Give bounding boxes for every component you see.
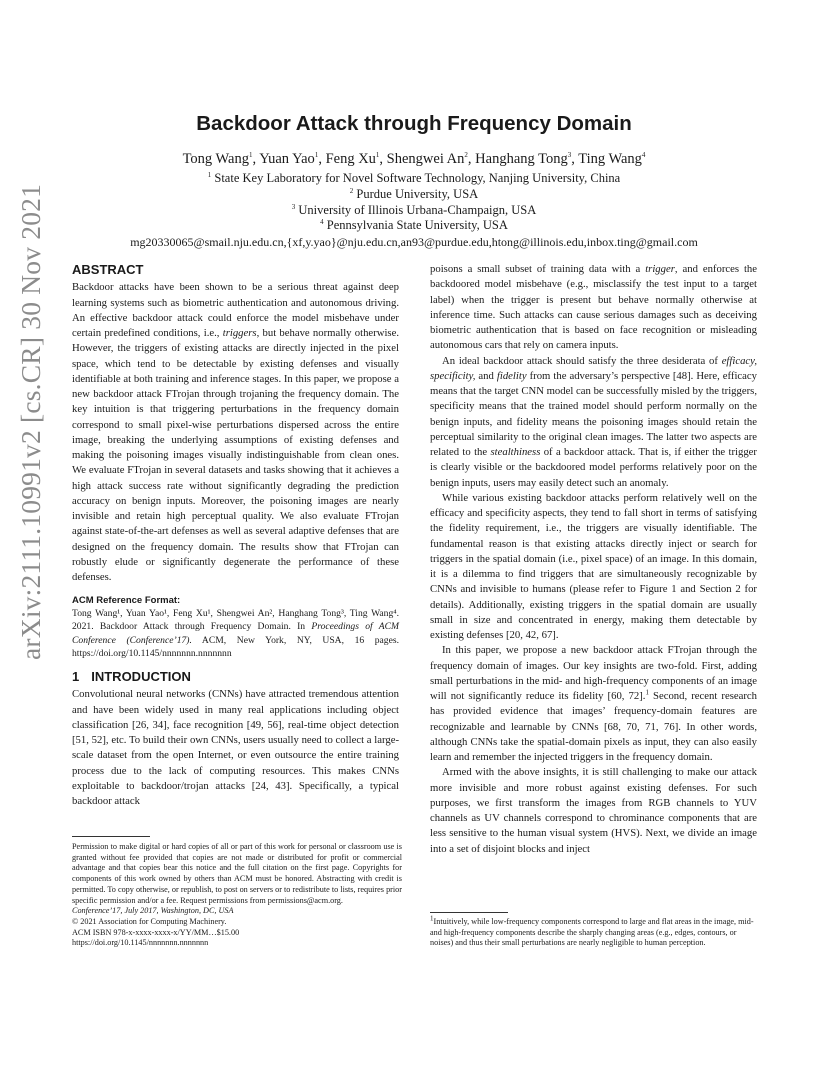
body-paragraph [430,643,757,765]
author-name: Shengwei An [386,151,465,167]
author-affiliation-mark: 4 [641,151,646,160]
body-text: An ideal backdoor attack should satisfy the three desiderata of [442,354,722,367]
author-name: Yuan Yao [259,151,315,167]
affiliation-mark: 1 [207,170,212,179]
conference-text: Conference’17, July 2017, Washington, DC, USA [72,906,234,916]
body-paragraph [430,262,757,354]
footer-rule [72,836,150,837]
affiliation-text: State Key Laboratory for Novel Software Technology, Nanjing University, China [214,171,621,185]
body-emphasis: fidelity [496,369,527,382]
doi-line: https://doi.org/10.1145/nnnnnnn.nnnnnnn [72,938,209,948]
section-title: INTRODUCTION [91,669,191,685]
affiliation-line [0,203,828,218]
body-emphasis: stealthiness [490,446,541,458]
footnote [430,914,760,949]
section-number: 1 [72,669,80,685]
author-affiliation-mark: 3 [567,151,572,160]
author-name: Ting Wang [578,151,642,167]
permission-notice [72,842,402,949]
acm-reference-venue: Proceedings of ACM Conference (Conference’17). [72,621,399,646]
body-text: from the adversary’s perspective [48]. Here, efficacy means that the target CNN model can be successfully misled by the triggers, specificity means that the trained model should perform normally on the benign inputs, and fidelity means the poisoning images should retain the perceptual similarity to the original clean images. The latter two aspects are related to the [430,369,757,458]
body-paragraph: Armed with the above insights, it is still challenging to make our attack more invisible and more robust against existing defenses. For such purposes, we first transform the images from RGB channels to YUV channels as UV channels correspond to chrominance components that are less sensitive to the human visual system (HVS). Next, we divide an image into a set of disjoint blocks and inject [430,766,757,855]
left-column [72,262,399,809]
author-name: Feng Xu [325,151,376,167]
affiliation-text: University of Illinois Urbana-Champaign, USA [298,203,537,217]
abstract-text-part: , but behave normally otherwise. However, the triggers of existing attacks are directly injected in the pixel space, which tend to be detectable by existing defenses and visually identifiable at both training and inference stages. In this paper, we propose a new backdoor attack FTrojan through trojaning the frequency domain. The key intuition is that triggering perturbations in the frequency domain correspond to small pixel-wise perturbations dispersed across the entire image, breaking the underlying assumptions of existing defenses and making the poisoning images visually indistinguishable from clean ones. We evaluate FTrojan in several datasets and tasks showing that it achieves a high attack success rate without significantly degrading the prediction accuracy on benign inputs. Moreover, the poisoning images are nearly invisible and retain high perceptual quality. We also evaluate FTrojan against state-of-the-art defenses as well as several adaptive defenses that are designed on the frequency domain. The results show that FTrojan can robustly elude or significantly degenerate the performance of these defenses. [72,327,399,583]
author-emails: mg20330065@smail.nju.edu.cn,{xf,y.yao}@nju.edu.cn,an93@purdue.edu,htong@illinois.edu,inbox.ting@gmail.com [130,235,698,249]
arxiv-identifier-stamp: arXiv:2111.10991v2 [cs.CR] 30 Nov 2021 [15,183,46,660]
acm-reference-text [72,607,399,660]
introduction-heading [72,669,399,684]
body-emphasis: efficacy, specificity, [430,354,757,382]
author-affiliation-mark: 1 [249,151,253,160]
abstract-text [72,280,399,585]
copyright-line: © 2021 Association for Computing Machinery. [72,916,227,926]
author-name: Tong Wang [182,151,249,167]
footnote-rule [430,912,508,913]
acm-reference-heading: ACM Reference Format: [72,595,181,607]
acm-reference-part: Tong Wang¹, Yuan Yao¹, Feng Xu¹, Shengwei An², Hanghang Tong³, Ting Wang⁴. 2021. Backdoor Attack through Frequency Domain. In [72,608,399,633]
body-text: Second, recent research has provided evidence that images’ frequency-domain features are recognizable and learnable by CNNs [68, 70, 71, 76]. In other words, although CNNs take the spatial-domain pixels as input, they can also easily learn and remember the injected triggers in the frequency domain. [430,690,757,763]
author-affiliation-mark: 1 [375,151,380,160]
author-list: Tong Wang$^1$, Yuan Yao$^1$, Feng Xu$^1$, Shengwei An$^2$, Hanghang Tong$^3$, Ting Wang$^4$ [182,151,646,167]
acm-reference-part: ACM, New York, NY, USA, 16 pages. https://doi.org/10.1145/nnnnnnn.nnnnnnn [72,634,399,659]
body-text: of a backdoor attack. That is, if either the trigger is clearly visible or the backdoored model performs relatively poor on the benign inputs, users may easily detect such an anomaly. [430,446,757,489]
body-text: In this paper, we propose a new backdoor attack FTrojan through the frequency domain of images. Our key insights are two-fold. First, adding small perturbations in the mid- and high-frequency components of an image will not significantly reduce its fidelity [60, 72]. [430,644,757,702]
body-text: poisons a small subset of training data with a [430,263,646,275]
affiliation-text: Pennsylvania State University, USA [326,218,508,232]
introduction-paragraph: Convolutional neural networks (CNNs) have attracted tremendous attention and have been widely used in many real applications including object classification [26, 34], face recognition [49, 56], real-time object detection [51, 52], etc. To build their own CNNs, users usually need to collect a large-scale dataset from the open Internet, or even outsource the entire training process due to the lack of computing resources. This makes CNNs exploitable to backdoor/trojan attacks [24, 43]. Specifically, a typical backdoor attack [72,688,399,808]
right-column [430,262,757,857]
affiliation-line [0,171,828,186]
abstract-heading: ABSTRACT [72,262,144,277]
footnote-mark: 1 [645,688,649,697]
author-affiliation-mark: 1 [314,151,319,160]
abstract-emphasis: triggers [222,327,257,339]
affiliation-mark: 4 [320,217,324,226]
affiliation-text: Purdue University, USA [356,187,479,201]
body-text: and [475,369,497,382]
body-paragraph [430,354,757,491]
body-paragraph: While various existing backdoor attacks perform relatively well on the efficacy and specificity aspects, they tend to fall short in terms of satisfying the fidelity requirement, i.e., the triggers are visually identifiable. The fundamental reason is that existing attacks directly inject or search for triggers in the spatial domain (i.e., pixel space) of an image. In this domain, it is a dilemma to find triggers that are simultaneously recognizable by CNNs and invisible to humans (please refer to Figure 1 and Section 2 for details). Additionally, existing triggers in the spatial domain are usually small in size and concentrated in energy, making them detectable by existing defenses [20, 42, 67]. [430,491,757,641]
footnote-number: 1 [430,914,434,923]
footnote-text: Intuitively, while low-frequency components correspond to large and flat areas in the image, mid- and high-frequency components describe the sharply changing areas (e.g., edges, contours, or noises) and thus their small perturbations are nearly negligible to human perception. [430,917,754,948]
permission-text: Permission to make digital or hard copies of all or part of this work for personal or classroom use is granted without fee provided that copies are not made or distributed for profit or commercial advantage and that copies bear this notice and the full citation on the first page. Copyrights for components of this work owned by others than ACM must be honored. Abstracting with credit is permitted. To copy otherwise, or republish, to post on servers or to redistribute to lists, requires prior specific permission and/or a fee. Request permissions from permissions@acm.org. [72,842,402,905]
author-name: Hanghang Tong [475,151,568,167]
abstract-text-part: Backdoor attacks have been shown to be a serious threat against deep learning systems such as biometric authentication and autonomous driving. An effective backdoor attack could enforce the model misbehave under certain predefined conditions, i.e., [72,281,399,339]
affiliation-mark: 2 [349,186,354,195]
conference-line [72,906,402,917]
affiliation-mark: 3 [291,202,296,211]
affiliation-line [0,187,828,202]
isbn-line: ACM ISBN 978-x-xxxx-xxxx-x/YY/MM…$15.00 [72,927,240,937]
affiliation-line [0,218,828,233]
body-emphasis: trigger [645,263,675,275]
author-affiliation-mark: 2 [464,151,468,160]
body-text: , and enforces the backdoored model misbehave (e.g., misclassify the test input to a target label) when the trigger is present but behave normally otherwise at inference time. Such attacks can cause serious damages such as deceiving biometric authentication that is based on face recognition or misleading autonomous cars that rely on camera inputs. [430,263,758,352]
paper-title: Backdoor Attack through Frequency Domain [196,112,632,135]
